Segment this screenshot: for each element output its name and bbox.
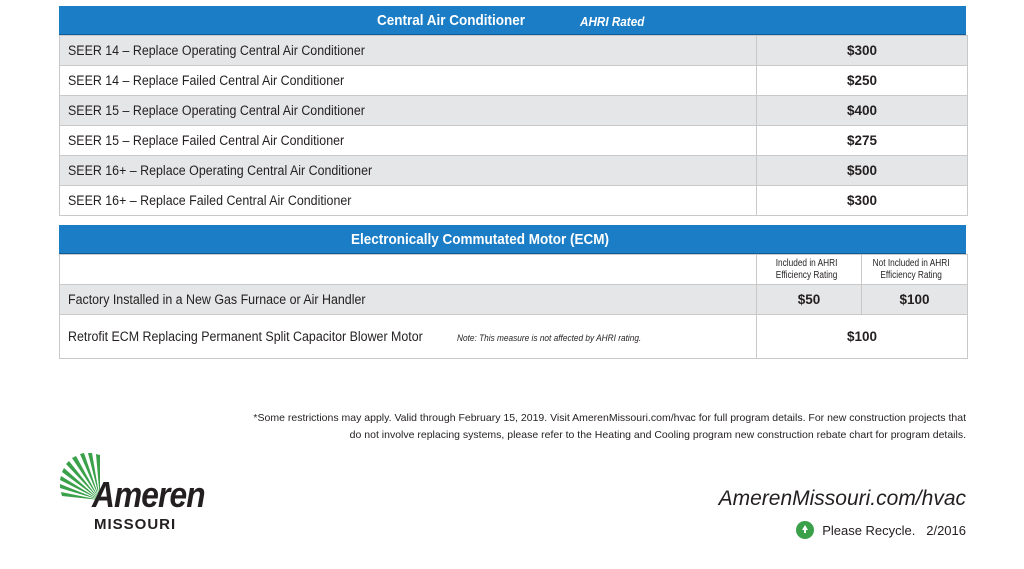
rebate-description: SEER 16+ – Replace Operating Central Air Conditioner xyxy=(68,163,373,178)
central-ac-table xyxy=(59,35,968,216)
table-row xyxy=(60,156,968,186)
logo-region: MISSOURI xyxy=(94,516,177,533)
rebate-amount: $400 xyxy=(757,96,968,126)
ecm-table xyxy=(59,254,968,359)
central-ac-title: Central Air Conditioner xyxy=(377,12,526,29)
logo-wordmark: Ameren xyxy=(92,474,205,515)
rebate-amount: $250 xyxy=(757,66,968,96)
rebate-description: SEER 14 – Replace Failed Central Air Conditioner xyxy=(68,73,345,88)
factory-not-included-amount: $100 xyxy=(862,285,968,315)
ameren-logo xyxy=(58,452,218,538)
table-row xyxy=(60,36,968,66)
table-row xyxy=(60,186,968,216)
retrofit-note: Note: This measure is not affected by AHRI rating. xyxy=(457,333,642,343)
table-row xyxy=(60,66,968,96)
central-ac-header xyxy=(59,6,966,36)
rebate-amount: $275 xyxy=(757,126,968,156)
col-header-not-included: Not Included in AHRI Efficiency Rating xyxy=(862,255,968,285)
ecm-column-header-row xyxy=(60,255,968,285)
ahri-rated-label: AHRI Rated xyxy=(580,14,645,29)
rebate-amount: $300 xyxy=(757,36,968,66)
rebate-description: SEER 15 – Replace Failed Central Air Conditioner xyxy=(68,133,345,148)
factory-installed-label: Factory Installed in a New Gas Furnace or Air Handler xyxy=(68,292,366,307)
footnote-line-1: *Some restrictions may apply. Valid through February 15, 2019. Visit AmerenMissouri.com/hvac for full program details. For new construction projects that xyxy=(253,412,966,424)
table-row xyxy=(60,96,968,126)
recycle-notice xyxy=(796,521,966,539)
rebate-description: SEER 15 – Replace Operating Central Air Conditioner xyxy=(68,103,365,118)
rebate-description: SEER 14 – Replace Operating Central Air Conditioner xyxy=(68,43,365,58)
table-row xyxy=(60,126,968,156)
retrofit-label: Retrofit ECM Replacing Permanent Split Capacitor Blower Motor xyxy=(68,329,423,344)
factory-included-amount: $50 xyxy=(757,285,862,315)
ecm-header xyxy=(59,225,966,255)
retrofit-amount: $100 xyxy=(757,315,968,359)
recycle-icon xyxy=(796,521,814,539)
ecm-title: Electronically Commutated Motor (ECM) xyxy=(351,231,610,248)
footnote xyxy=(206,410,966,444)
footnote-line-2: do not involve replacing systems, please refer to the Heating and Cooling program new construction rebate chart for program details. xyxy=(349,429,966,441)
rebate-description: SEER 16+ – Replace Failed Central Air Conditioner xyxy=(68,193,352,208)
col-header-included: Included in AHRI Efficiency Rating xyxy=(757,255,862,285)
recycle-text: Please Recycle. 2/2016 xyxy=(822,522,966,538)
table-row xyxy=(60,285,968,315)
rebate-amount: $300 xyxy=(757,186,968,216)
website-url: AmerenMissouri.com/hvac xyxy=(718,487,966,510)
table-row xyxy=(60,315,968,359)
rebate-amount: $500 xyxy=(757,156,968,186)
